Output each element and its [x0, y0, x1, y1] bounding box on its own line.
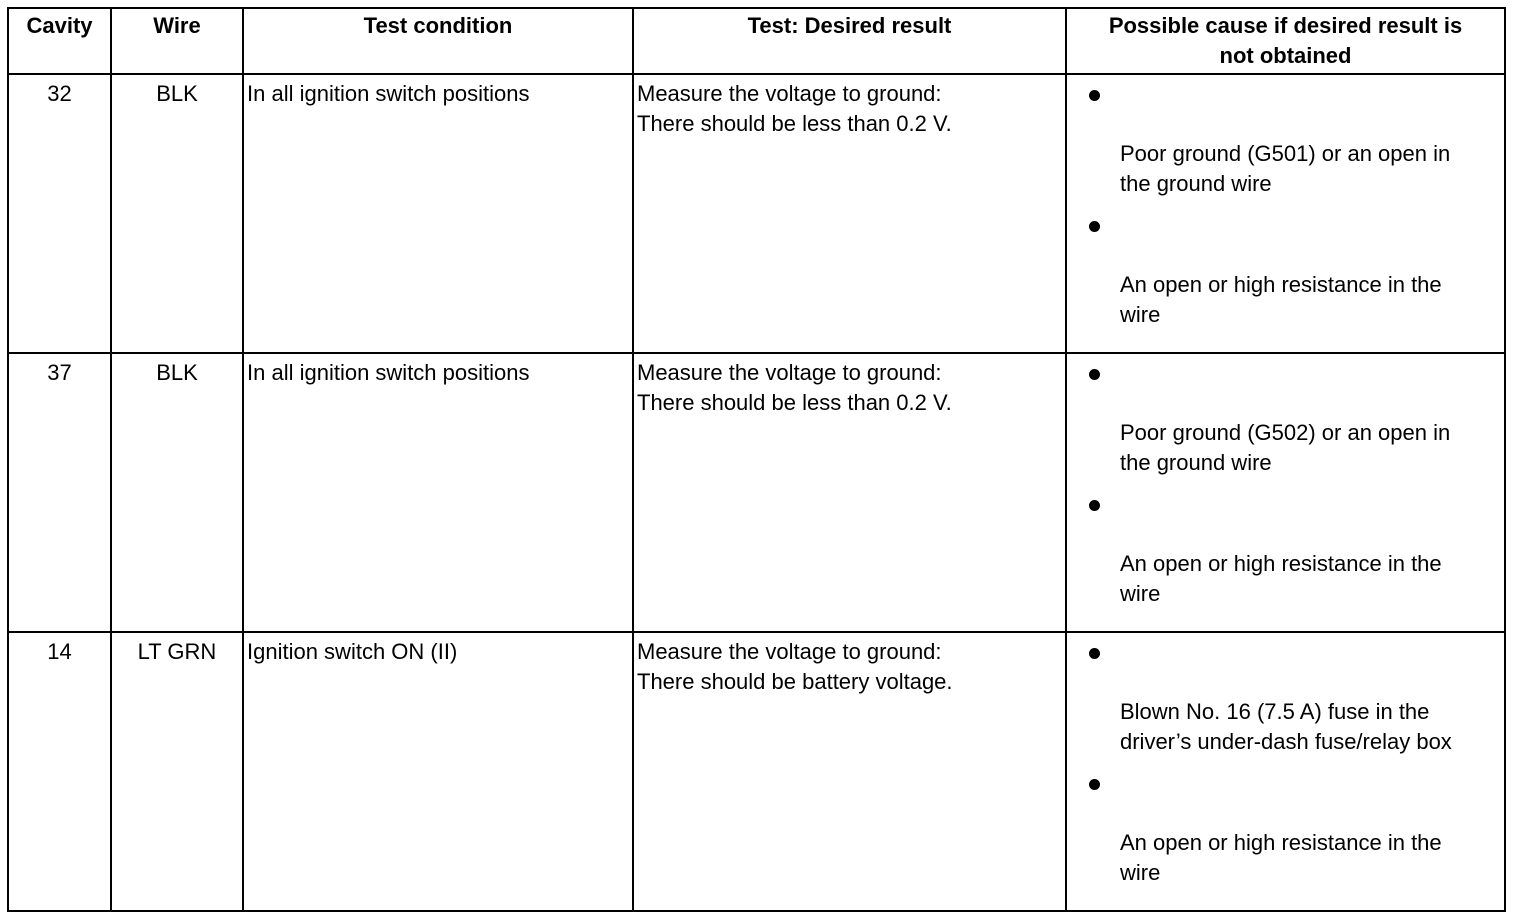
bullet-icon — [1089, 90, 1100, 101]
condition-cell: Ignition switch ON (II) — [243, 632, 633, 911]
cause-cell — [1066, 74, 1505, 353]
result-cell — [633, 353, 1066, 632]
result-line: There should be less than 0.2 V. — [637, 111, 952, 136]
wire-cell: BLK — [111, 74, 243, 353]
cause-cell — [1066, 632, 1505, 911]
cavity-cell: 32 — [8, 74, 111, 353]
cause-line: the ground wire — [1120, 171, 1272, 196]
cause-line: Poor ground (G502) or an open in — [1120, 420, 1451, 445]
result-line: There should be battery voltage. — [637, 669, 953, 694]
cause-item — [1089, 500, 1504, 609]
wire-cell: BLK — [111, 353, 243, 632]
table-header-row — [8, 8, 1505, 74]
condition-cell: In all ignition switch positions — [243, 353, 633, 632]
result-line: Measure the voltage to ground: — [637, 360, 942, 385]
cause-line: An open or high resistance in the — [1120, 272, 1442, 297]
header-possible-cause — [1066, 8, 1505, 74]
header-desired-result: Test: Desired result — [633, 8, 1066, 74]
header-cavity: Cavity — [8, 8, 111, 74]
connector-test-table — [7, 7, 1506, 912]
cause-line: wire — [1120, 581, 1161, 606]
header-possible-cause-line2: not obtained — [1219, 43, 1352, 68]
cause-item — [1089, 221, 1504, 330]
cause-item — [1089, 369, 1504, 478]
table-row — [8, 632, 1505, 911]
cause-line: An open or high resistance in the — [1120, 551, 1442, 576]
bullet-icon — [1089, 369, 1100, 380]
cause-line: driver’s under-dash fuse/relay box — [1120, 729, 1452, 754]
cause-line: wire — [1120, 302, 1161, 327]
header-test-condition: Test condition — [243, 8, 633, 74]
condition-cell: In all ignition switch positions — [243, 74, 633, 353]
result-cell — [633, 74, 1066, 353]
cause-cell — [1066, 353, 1505, 632]
result-line: Measure the voltage to ground: — [637, 639, 942, 664]
result-cell — [633, 632, 1066, 911]
result-line: There should be less than 0.2 V. — [637, 390, 952, 415]
cause-line: An open or high resistance in the — [1120, 830, 1442, 855]
header-possible-cause-line1: Possible cause if desired result is — [1108, 13, 1463, 38]
cause-line: Poor ground (G501) or an open in — [1120, 141, 1451, 166]
cavity-cell: 37 — [8, 353, 111, 632]
table-row — [8, 353, 1505, 632]
wire-cell: LT GRN — [111, 632, 243, 911]
header-wire: Wire — [111, 8, 243, 74]
cavity-cell: 14 — [8, 632, 111, 911]
bullet-icon — [1089, 648, 1100, 659]
cause-line: Blown No. 16 (7.5 A) fuse in the — [1120, 699, 1430, 724]
cause-item — [1089, 648, 1504, 757]
bullet-icon — [1089, 779, 1100, 790]
table-row — [8, 74, 1505, 353]
bullet-icon — [1089, 221, 1100, 232]
cause-item — [1089, 779, 1504, 888]
bullet-icon — [1089, 500, 1100, 511]
cause-line: the ground wire — [1120, 450, 1272, 475]
cause-item — [1089, 90, 1504, 199]
result-line: Measure the voltage to ground: — [637, 81, 942, 106]
cause-line: wire — [1120, 860, 1161, 885]
